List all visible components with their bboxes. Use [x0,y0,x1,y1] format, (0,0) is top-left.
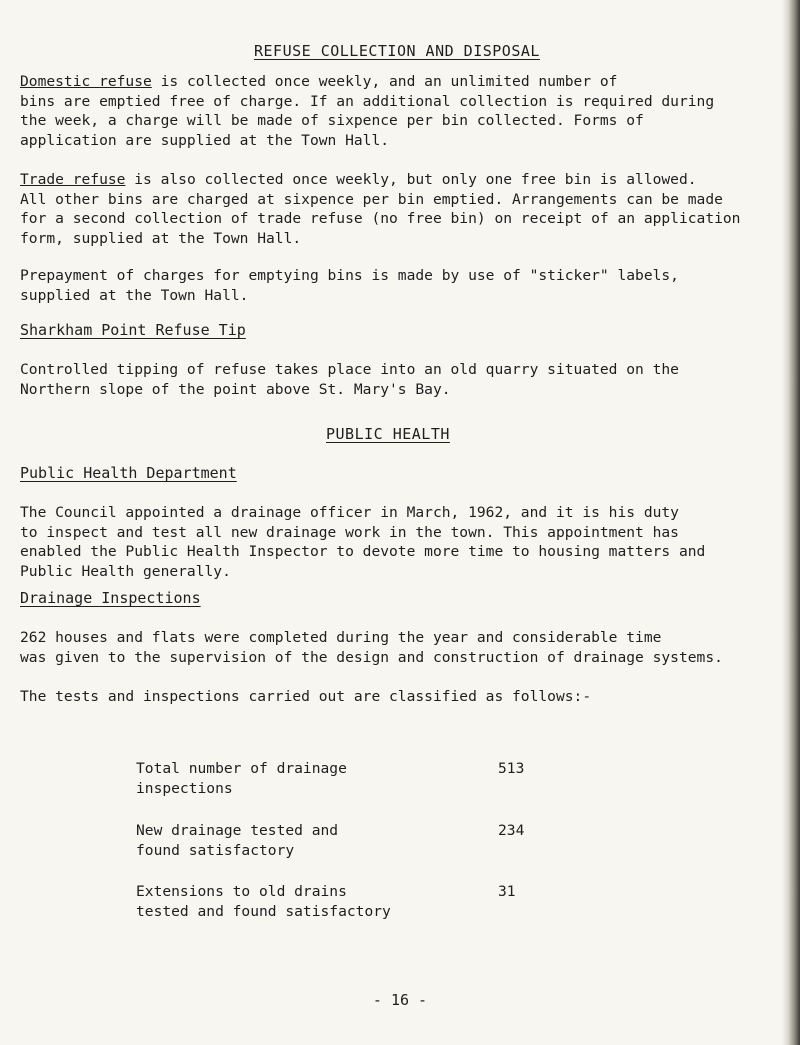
row-value: 513 [498,760,525,777]
prepayment-paragraph: Prepayment of charges for emptying bins is made by use of "sticker" labels, supplied at the Town Hall. [20,267,679,304]
domestic-refuse-paragraph [20,72,775,150]
page-number: - 16 - [372,991,428,1009]
domestic-refuse-text: is collected once weekly, and an unlimited number of bins are emptied free of charge. If an additional collection is required during the week, a charge will be made of sixpence per bin collected. Forms of application are supplied at the Town Hall. [20,73,715,149]
tip-paragraph: Controlled tipping of refuse takes place into an old quarry situated on the Northern slope of the point above St. Mary's Bay. [20,361,679,398]
domestic-refuse-label: Domestic refuse [20,73,152,90]
row-value: 31 [498,883,516,900]
department-paragraph: The Council appointed a drainage officer in March, 1962, and it is his duty to inspect and test all new drainage work in the town. This appointment has enabled the Public Health Inspector to devote more time to housing matters and Public Health generally. [20,504,706,580]
row-label: New drainage tested and found satisfactory [136,822,339,859]
trade-refuse-label: Trade refuse [20,171,126,188]
tip-heading: Sharkham Point Refuse Tip [20,321,246,339]
drainage-heading: Drainage Inspections [20,589,201,607]
row-label: Extensions to old drains tested and found satisfactory [136,883,391,920]
trade-refuse-paragraph [20,170,775,248]
scan-edge-shadow [782,0,800,1045]
row-value: 234 [498,822,525,839]
page-title: REFUSE COLLECTION AND DISPOSAL [254,42,540,60]
public-health-heading: PUBLIC HEALTH [326,425,450,443]
department-heading: Public Health Department [20,464,237,482]
row-label: Total number of drainage inspections [136,760,347,797]
classification-intro: The tests and inspections carried out are classified as follows:- [20,688,592,705]
trade-refuse-text: is also collected once weekly, but only one free bin is allowed. All other bins are charged at sixpence per bin emptied. Arrangements can be made for a second collection of trade refuse (no free bin) on receipt of an application form, supplied at the Town Hall. [20,171,741,247]
drainage-paragraph: 262 houses and flats were completed during the year and considerable time was given to the supervision of the design and construction of drainage systems. [20,629,723,666]
